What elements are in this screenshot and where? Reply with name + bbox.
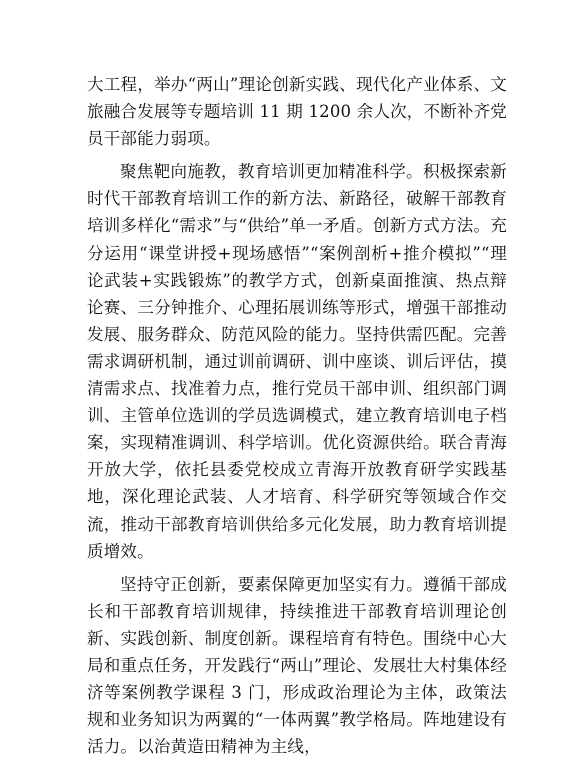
paragraph-2: 聚焦靶向施教，教育培训更加精准科学。积极探索新时代干部教育培训工作的新方法、新路径，破解干部教育培训多样化“需求”与“供给”单一矛盾。创新方式方法。充分运用“课堂讲授+现场感悟”“案例剖析+推介模拟”“理论武装+实践锻炼”的教学方式，创新桌面推演、热点辩论赛、三分钟推介、心理拓展训练等形式，增强干部推动发展、服务群众、防范风险的能力。坚持供需匹配。完善需求调研机制，通过训前调研、训中座谈、训后评估，摸清需求点、找准着力点，推行党员干部申训、组织部门调训、主管单位选训的学员选调模式，建立教育培训电子档案，实现精准调训、科学培训。优化资源供给。联合青海开放大学，依托县委党校成立青海开放教育研学实践基地，深化理论武装、人才培育、科学研究等领域合作交流，推动干部教育培训供给多元化发展，助力教育培训提质增效。 [87, 162, 507, 561]
paragraph-1: 大工程，举办“两山”理论创新实践、现代化产业体系、文旅融合发展等专题培训 11 期 1200 余人次，不断补齐党员干部能力弱项。 [87, 75, 507, 149]
paragraph-3: 坚持守正创新，要素保障更加坚实有力。遵循干部成长和干部教育培训规律，持续推进干部教育培训理论创新、实践创新、制度创新。课程培育有特色。围绕中心大局和重点任务，开发践行“两山”理论、发展壮大村集体经济等案例教学课程 3 门，形成政治理论为主体，政策法规和业务知识为两翼的“一体两翼”教学格局。阵地建设有活力。以治黄造田精神为主线， [87, 574, 507, 757]
document-body [87, 71, 507, 760]
